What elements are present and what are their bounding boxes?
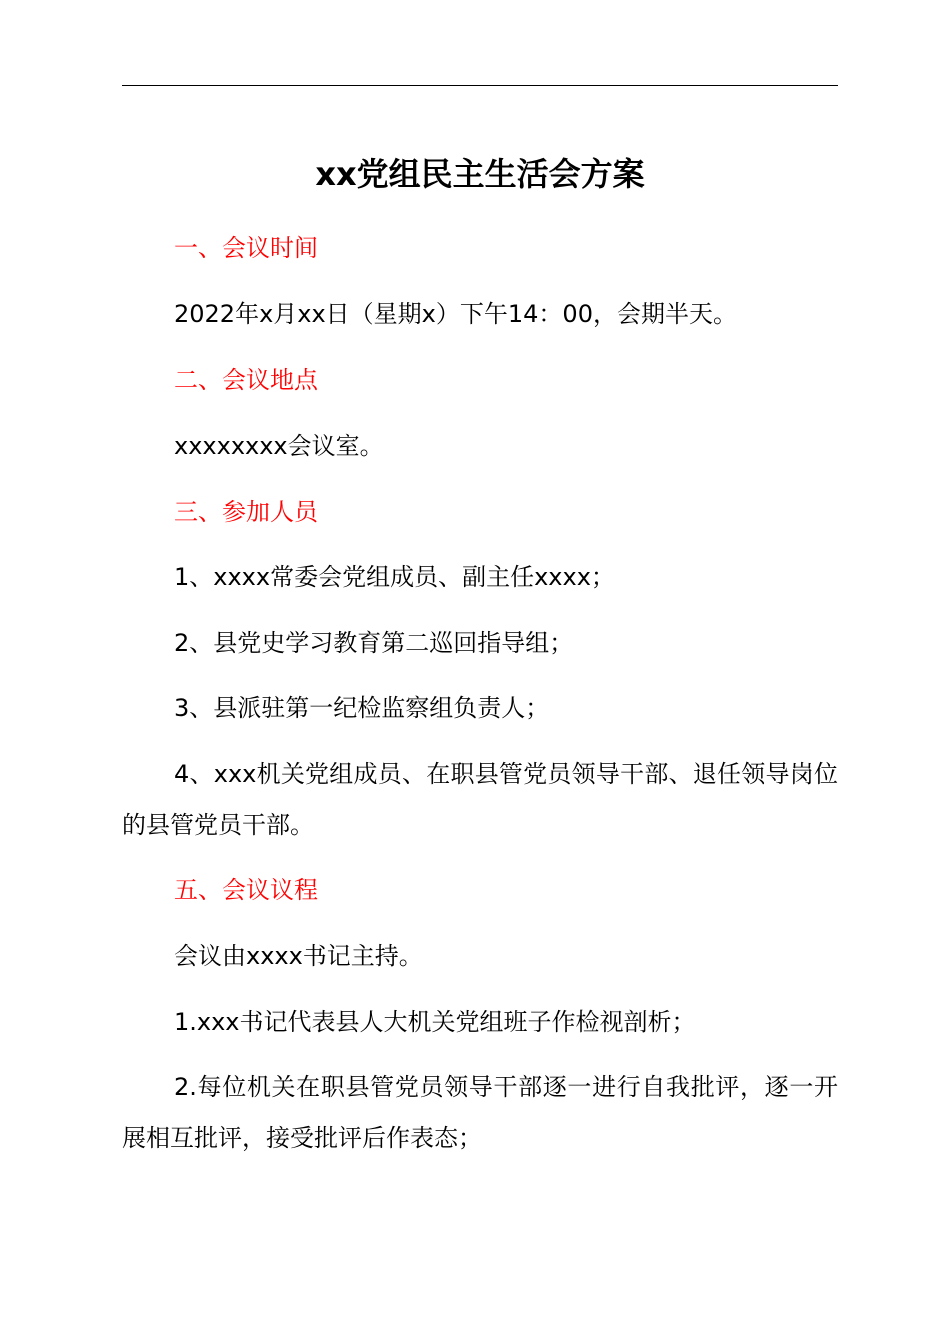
section-heading-attendees: 三、参加人员 (174, 498, 318, 526)
section-heading-time: 一、会议时间 (174, 234, 318, 262)
section-heading-location: 二、会议地点 (174, 366, 318, 394)
agenda-intro-text: 会议由xxxx书记主持。 (174, 942, 423, 970)
attendee-item: 2、县党史学习教育第二巡回指导组； (174, 629, 574, 657)
document-title: xx党组民主生活会方案 (315, 155, 645, 193)
attendee-item: 1、xxxx常委会党组成员、副主任xxxx； (174, 563, 615, 591)
section-heading-agenda: 五、会议议程 (174, 876, 318, 904)
attendee-item: 3、县派驻第一纪检监察组负责人； (174, 694, 550, 722)
attendee-item: 4、xxx机关党组成员、在职县管党员领导干部、退任领导岗位的县管党员干部。 (122, 760, 838, 839)
agenda-item: 1.xxx书记代表县人大机关党组班子作检视剖析； (174, 1008, 696, 1036)
meeting-location-text: xxxxxxxx会议室。 (174, 432, 384, 460)
header-rule (122, 85, 838, 86)
agenda-item: 2.每位机关在职县管党员领导干部逐一进行自我批评，逐一开展相互批评，接受批评后作表态； (122, 1073, 838, 1152)
meeting-time-text: 2022年x月xx日（星期x）下午14：00，会期半天。 (174, 300, 737, 328)
